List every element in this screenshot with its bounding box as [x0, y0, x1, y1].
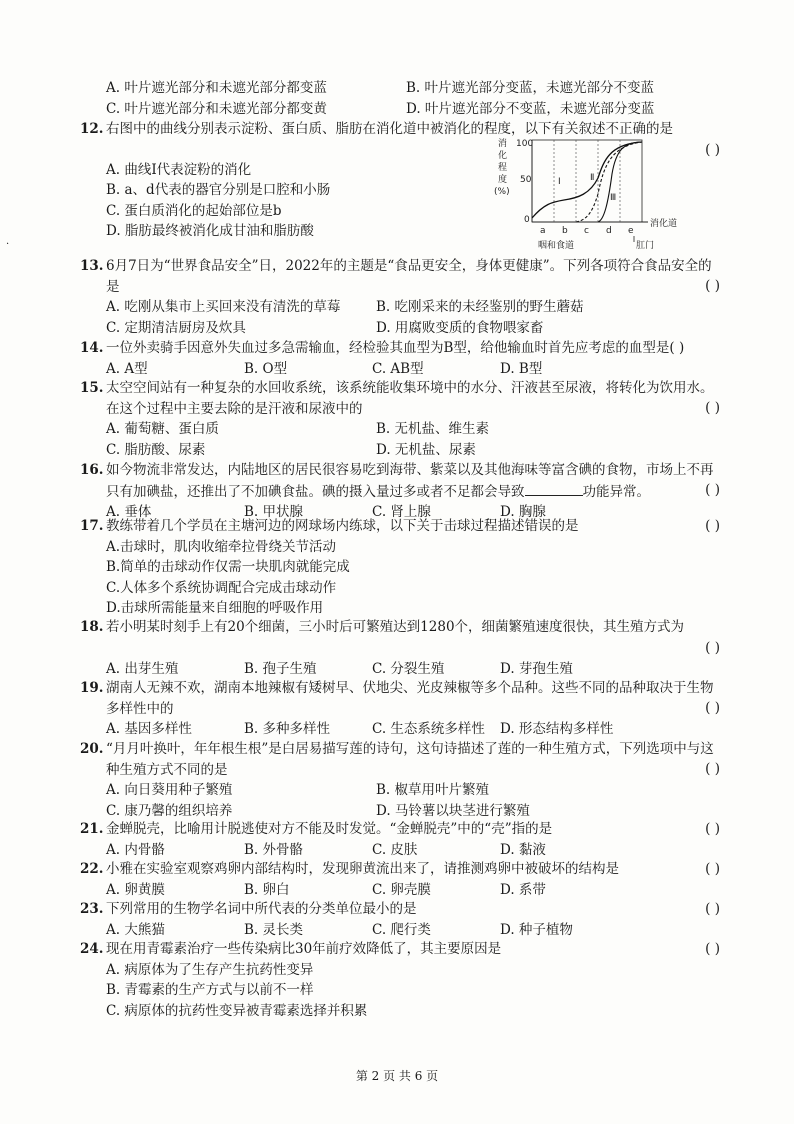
stem-text: 功能异常。: [582, 483, 650, 500]
question-17: [80, 516, 720, 619]
plot-frame: [532, 140, 642, 222]
question-18: [80, 617, 720, 679]
page-footer: 第 2 页 共 6 页: [355, 1069, 439, 1083]
question-24: [80, 939, 720, 1021]
x-note-left: 咽和食道: [538, 241, 575, 251]
option: A. 垂体: [106, 504, 152, 520]
question-number: 13.: [80, 258, 104, 274]
curve-label-II: Ⅱ: [590, 173, 595, 183]
option: B. 无机盐、维生素: [376, 421, 490, 437]
option: A. A型: [106, 360, 148, 377]
option: D. 黏液: [500, 841, 546, 858]
option: C. 康乃馨的组织培养: [106, 802, 233, 819]
answer-paren: ( ): [705, 400, 720, 416]
option: A. 叶片遮光部分和未遮光部分都变蓝: [106, 80, 327, 96]
option: A. 内骨骼: [106, 841, 165, 858]
option: D. 无机盐、尿素: [376, 441, 476, 458]
y-label-char: 度: [498, 175, 508, 185]
option: B. 灵长类: [244, 921, 304, 938]
answer-paren: ( ): [705, 700, 720, 716]
x-tick-c: c: [584, 226, 589, 236]
question-options: [106, 537, 720, 619]
option: D. 马铃薯以块茎进行繁殖: [376, 802, 530, 819]
question-number: 17.: [80, 518, 104, 534]
answer-paren: ( ): [705, 278, 720, 294]
question-23: [80, 899, 720, 940]
question-20: [80, 739, 720, 821]
y-tick-0: 0: [524, 215, 530, 225]
question-stem: 太空空间站有一种复杂的水回收系统，该系统能收集环境中的水分、汗液甚至尿液，将转化为饮用水。在这个过程中主要去除的是汗液和尿液中的: [106, 380, 714, 417]
margin-dot: .: [6, 236, 10, 247]
option: C. 定期清洁厨房及炊具: [106, 319, 246, 336]
option: B. 椒草用叶片繁殖: [376, 782, 490, 798]
question-options: [106, 920, 720, 941]
option: B. 叶片遮光部分变蓝，未遮光部分不变蓝: [406, 80, 655, 96]
option: D. B型: [500, 360, 543, 377]
option: B. 青霉素的生产方式与以前不一样: [106, 982, 314, 998]
option: C. 肾上腺: [372, 504, 431, 520]
option: C. 蛋白质消化的起始部位是b: [106, 202, 282, 219]
answer-paren: ( ): [705, 901, 720, 917]
question-number: 16.: [80, 462, 104, 478]
question-19: [80, 678, 720, 740]
question-number: 24.: [80, 941, 104, 957]
answer-paren: ( ): [705, 761, 720, 777]
answer-paren: ( ): [705, 639, 720, 656]
question-number: 20.: [80, 741, 104, 757]
y-label-char: 消: [498, 139, 508, 149]
curve-label-I: Ⅰ: [558, 177, 561, 187]
question-number: 15.: [80, 380, 104, 396]
question-options: [106, 359, 720, 380]
y-label-char: 程: [498, 163, 508, 173]
y-axis-label: [494, 137, 510, 197]
option: A. 向日葵用种子繁殖: [106, 782, 233, 798]
x-tick-a: a: [540, 226, 546, 236]
question-22: [80, 859, 720, 900]
option: A. 吃刚从集市上买回来没有清洗的草莓: [106, 299, 341, 315]
question-number: 18.: [80, 619, 104, 635]
question-stem: “月月叶换叶，年年根生根”是白居易描写莲的诗句，这句诗描述了莲的一种生殖方式，下列选项中与这种生殖方式不同的是: [106, 741, 714, 778]
question-options: [106, 419, 720, 460]
y-tick-100: 100: [516, 139, 534, 149]
x-note-right: 肛门: [636, 241, 655, 251]
option: C. 皮肤: [372, 841, 418, 858]
option: D. 形态结构多样性: [500, 721, 614, 737]
question-number: 12.: [80, 121, 104, 137]
q11-options: [106, 78, 726, 119]
answer-paren: ( ): [705, 821, 720, 837]
x-tick-d: d: [606, 226, 612, 236]
option: C. 叶片遮光部分和未遮光部分都变黄: [106, 100, 327, 117]
question-number: 14.: [80, 340, 104, 356]
option: B. O型: [244, 360, 288, 377]
x-tick-b: b: [562, 226, 568, 236]
x-tick-e: e: [628, 226, 634, 236]
fill-blank[interactable]: [525, 481, 583, 496]
answer-paren: ( ): [669, 340, 685, 356]
option: D. 用腐败变质的食物喂家畜: [376, 319, 544, 336]
question-stem: 下列常用的生物学名词中所代表的分类单位最小的是: [106, 901, 417, 917]
option: A. 基因多样性: [106, 721, 192, 737]
answer-paren: ( ): [705, 861, 720, 877]
curve-I: [532, 142, 642, 218]
option: D. 脂肪最终被消化成甘油和脂肪酸: [106, 223, 314, 239]
option: D.击球所需能量来自细胞的呼吸作用: [106, 600, 324, 616]
option: B. 甲状腺: [244, 504, 304, 520]
option: A. 葡萄糖、蛋白质: [106, 421, 219, 437]
question-options: [106, 659, 720, 680]
option: C. 脂肪酸、尿素: [106, 441, 206, 458]
curve-label-III: Ⅲ: [610, 193, 617, 203]
answer-paren: ( ): [705, 141, 720, 158]
option: A. 出芽生殖: [106, 660, 179, 677]
option: A. 大熊猫: [106, 921, 165, 938]
question-options: [106, 840, 720, 861]
question-number: 19.: [80, 680, 104, 696]
option: C. 卵壳膜: [372, 881, 431, 898]
option: B. 孢子生殖: [244, 660, 317, 677]
option: A. 曲线Ⅰ代表淀粉的消化: [106, 161, 252, 178]
option: C. 生态系统多样性: [372, 721, 485, 737]
y-tick-50: 50: [520, 175, 532, 185]
question-number: 22.: [80, 861, 104, 877]
question-options: [106, 780, 720, 821]
option: C. AB型: [372, 360, 424, 377]
question-stem: 6月7日为“世界食品安全”日，2022年的主题是“食品更安全，身体更健康”。下列各项符合食品安全的是: [106, 258, 712, 295]
option: C. 爬行类: [372, 921, 431, 938]
question-stem: 教练带着几个学员在主塘河边的网球场内练球，以下关于击球过程描述错误的是: [106, 518, 579, 534]
option: C.人体多个系统协调配合完成击球动作: [106, 579, 337, 596]
answer-paren: ( ): [705, 482, 720, 498]
option: B. 卵白: [244, 881, 290, 898]
stem-text: 如今物流非常发达，内陆地区的居民很容易吃到海带、紫菜以及其他海味等富含碘的食物，市场上不再只有加碘盐，还推出了不加碘食盐。碘的摄入量过多或者不足都会导致: [106, 462, 714, 500]
answer-paren: ( ): [705, 518, 720, 534]
question-options: [106, 880, 720, 901]
question-number: 21.: [80, 821, 104, 837]
y-label-char: (%): [494, 187, 510, 197]
option: D. 种子植物: [500, 921, 573, 938]
option: D. 叶片遮光部分不变蓝，未遮光部分变蓝: [406, 100, 655, 117]
x-axis-label: 消化道: [650, 219, 678, 229]
question-options: [106, 160, 466, 242]
question-options: [106, 960, 720, 1022]
answer-paren: ( ): [705, 941, 720, 957]
question-stem: [106, 460, 720, 502]
question-13: [80, 256, 720, 338]
question-stem: 右图中的曲线分别表示淀粉、蛋白质、脂肪在消化道中被消化的程度，以下有关叙述不正确的是: [106, 121, 673, 137]
stem-text: 一位外卖骑手因意外失血过多急需输血，经检验其血型为B型，给他输血时首先应考虑的血型是: [106, 340, 670, 356]
option: D. 芽孢生殖: [500, 660, 573, 677]
option: B. 外骨骼: [244, 841, 304, 858]
option: C. 病原体的抗药性变异被青霉素选择并积累: [106, 1002, 368, 1019]
y-label-char: 化: [498, 151, 508, 161]
question-options: [106, 297, 720, 338]
question-21: [80, 819, 720, 860]
option: B. 多种多样性: [244, 721, 331, 737]
option: C. 分裂生殖: [372, 660, 445, 677]
question-stem: [106, 338, 720, 359]
question-stem: 现在用青霉素治疗一些传染病比30年前疗效降低了，其主要原因是: [106, 941, 502, 957]
question-stem: 湖南人无辣不欢，湖南本地辣椒有矮树早、伏地尖、光皮辣椒等多个品种。这些不同的品种取决于生物多样性中的: [106, 680, 714, 717]
option: A.击球时，肌肉收缩牵拉骨绕关节活动: [106, 538, 337, 555]
option: D. 系带: [500, 881, 546, 898]
question-number: 23.: [80, 901, 104, 917]
question-16: [80, 460, 720, 523]
question-15: [80, 378, 720, 460]
digestion-curve-figure: [494, 134, 694, 264]
question-14: [80, 338, 720, 379]
question-stem: 金蝉脱壳，比喻用计脱逃使对方不能及时发觉。“金蝉脱壳”中的“壳”指的是: [106, 821, 553, 837]
question-stem: 若小明某时刻手上有20个细菌，三小时后可繁殖达到1280个，细菌繁殖速度很快，其生殖方式为: [106, 619, 685, 635]
option: D. 胸腺: [500, 504, 546, 520]
question-options: [106, 719, 720, 740]
curve-II: [576, 142, 642, 222]
option: B. 吃刚采来的未经鉴别的野生蘑菇: [376, 299, 584, 315]
option: B. a、d代表的器官分别是口腔和小肠: [106, 182, 331, 198]
option: A. 病原体为了生存产生抗药性变异: [106, 961, 314, 978]
question-stem: 小雅在实验室观察鸡卵内部结构时，发现卵黄流出来了，请推测鸡卵中被破坏的结构是: [106, 861, 619, 877]
option: A. 卵黄膜: [106, 881, 165, 898]
option: B.简单的击球动作仅需一块肌肉就能完成: [106, 559, 350, 575]
